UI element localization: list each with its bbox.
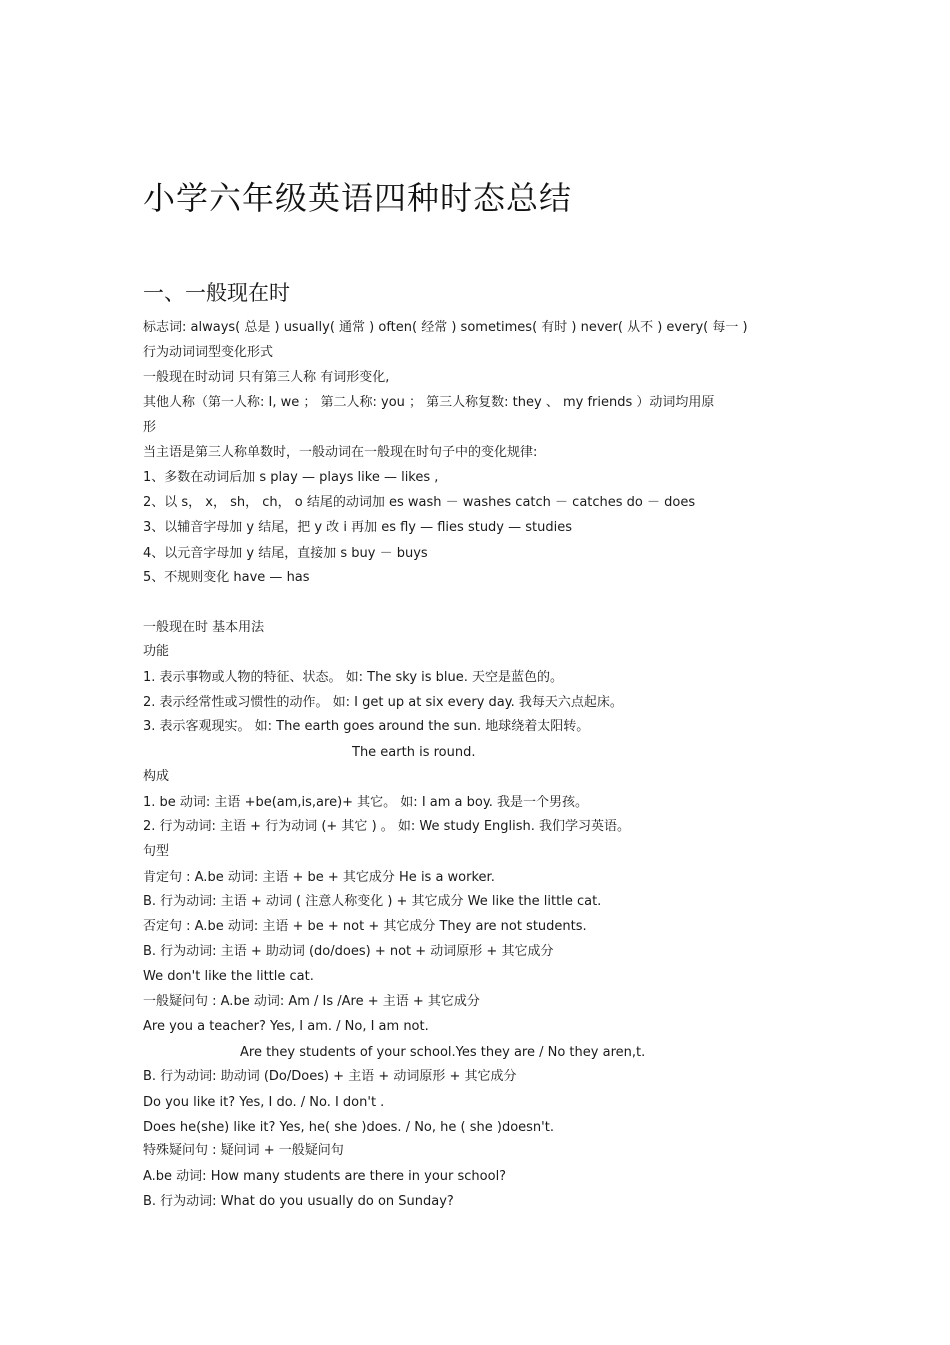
text-line: 3. 表示客观现实。 如: The earth goes around the sun. 地球绕着太阳转。	[143, 719, 590, 734]
text-line: 3、以辅音字母加 y 结尾，把 y 改 i 再加 es fly — flies study — studies	[143, 520, 573, 535]
text-line: 构成	[143, 769, 170, 784]
text-line: 一般现在时 基本用法	[143, 620, 265, 635]
text-line: 行为动词词型变化形式	[143, 345, 274, 360]
text-line: 1. be 动词: 主语 +be(am,is,are)+ 其它。 如: I am a boy. 我是一个男孩。	[143, 795, 588, 810]
text-line: 特殊疑问句 : 疑问词 + 一般疑问句	[143, 1143, 344, 1158]
text-line: Are you a teacher? Yes, I am. / No, I am not.	[143, 1019, 429, 1034]
text-line: We don't like the little cat.	[143, 969, 314, 984]
text-line: B. 行为动词: What do you usually do on Sunday?	[143, 1194, 454, 1209]
text-line: Are they students of your school.Yes they are / No they aren,t.	[240, 1045, 646, 1060]
text-line: 其他人称（第一人称: I, we ； 第二人称: you ； 第三人称复数: they 、 my friends ）动词均用原	[143, 395, 715, 410]
text-line: Do you like it? Yes, I do. / No. I don't .	[143, 1095, 385, 1110]
text-line: The earth is round.	[352, 745, 476, 760]
text-line: 5、不规则变化 have — has	[143, 570, 310, 585]
text-line: B. 行为动词: 助动词 (Do/Does) + 主语 + 动词原形 + 其它成分	[143, 1069, 517, 1084]
text-line: 2、以 s， x， sh， ch， o 结尾的动词加 es wash － washes catch － catches do － does	[143, 495, 696, 510]
text-line: 1. 表示事物或人物的特征、状态。 如: The sky is blue. 天空是蓝色的。	[143, 670, 564, 685]
text-line: 标志词: always( 总是 ) usually( 通常 ) often( 经常 ) sometimes( 有时 ) never( 从不 ) every( 每一 )	[143, 320, 748, 335]
text-line: Does he(she) like it? Yes, he( she )does. / No, he ( she )doesn't.	[143, 1120, 554, 1135]
text-line: 2. 行为动词: 主语 + 行为动词 (+ 其它 ) 。 如: We study English. 我们学习英语。	[143, 819, 631, 834]
page-title: 小学六年级英语四种时态总结	[143, 179, 573, 217]
text-line: 否定句 : A.be 动词: 主语 + be + not + 其它成分 They are not students.	[143, 919, 587, 934]
text-line: 当主语是第三人称单数时，一般动词在一般现在时句子中的变化规律:	[143, 445, 538, 460]
text-line: B. 行为动词: 主语 + 动词 ( 注意人称变化 ) + 其它成分 We like the little cat.	[143, 894, 602, 909]
text-line: 一般疑问句 : A.be 动词: Am / Is /Are + 主语 + 其它成分	[143, 994, 480, 1009]
text-line: 1、多数在动词后加 s play — plays like — likes ,	[143, 470, 439, 485]
text-line: 一般现在时动词 只有第三人称 有词形变化,	[143, 370, 390, 385]
text-line: A.be 动词: How many students are there in your school?	[143, 1169, 507, 1184]
text-line: 肯定句 : A.be 动词: 主语 + be + 其它成分 He is a worker.	[143, 870, 495, 885]
section-heading: 一、一般现在时	[143, 281, 290, 305]
text-line: B. 行为动词: 主语 + 助动词 (do/does) + not + 动词原形 + 其它成分	[143, 944, 554, 959]
text-line: 2. 表示经常性或习惯性的动作。 如: I get up at six every day. 我每天六点起床。	[143, 695, 623, 710]
text-line: 句型	[143, 844, 170, 859]
text-line: 功能	[143, 644, 170, 659]
text-line: 4、以元音字母加 y 结尾，直接加 s buy － buys	[143, 546, 428, 561]
text-line: 形	[143, 420, 157, 435]
